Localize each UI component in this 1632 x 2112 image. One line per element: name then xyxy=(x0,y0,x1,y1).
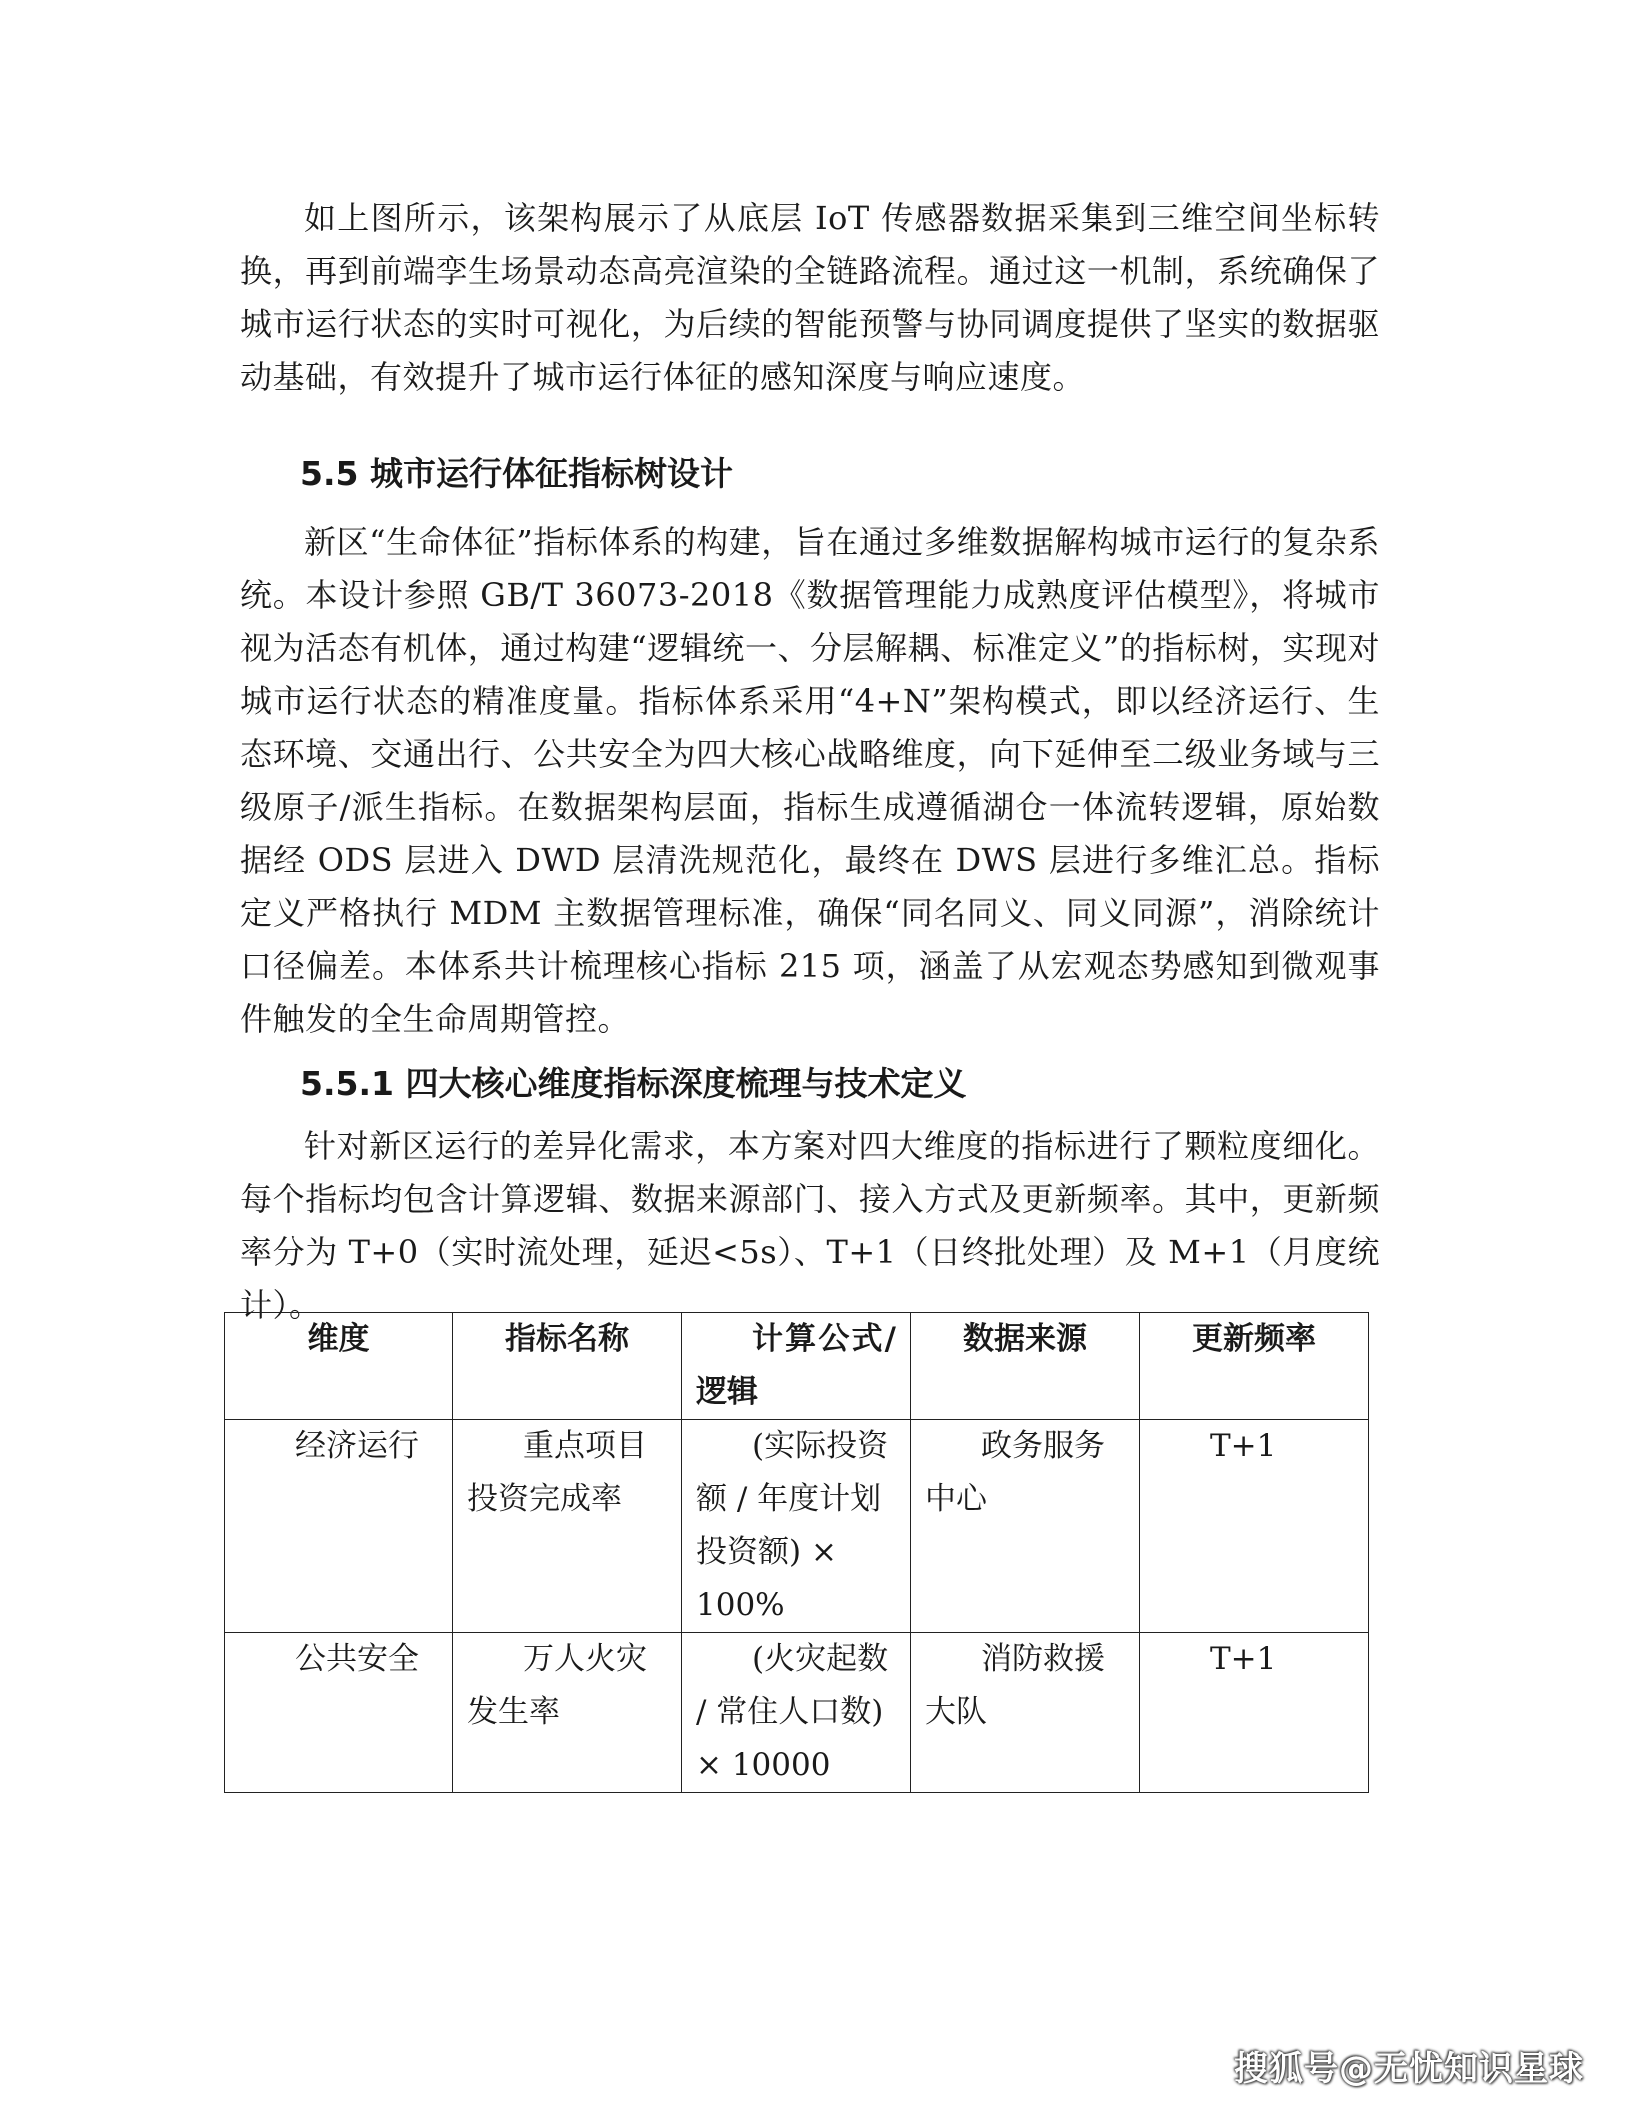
cell-indicator-name: 万人火灾发生率 xyxy=(453,1633,682,1793)
subsection-heading: 5.5.1 四大核心维度指标深度梳理与技术定义 xyxy=(300,1064,967,1103)
table-row xyxy=(225,1420,1369,1633)
section-body-paragraph: 新区“生命体征”指标体系的构建，旨在通过多维数据解构城市运行的复杂系统。本设计参照 GB/T 36073-2018《数据管理能力成熟度评估模型》，将城市视为活态有机体，通过构建“逻辑统一、分层解耦、标准定义”的指标树，实现对城市运行状态的精准度量。指标体系采用“4+N”架构模式，即以经济运行、生态环境、交通出行、公共安全为四大核心战略维度，向下延伸至二级业务域与三级原子/派生指标。在数据架构层面，指标生成遵循湖仓一体流转逻辑，原始数据经 ODS 层进入 DWD 层清洗规范化，最终在 DWS 层进行多维汇总。指标定义严格执行 MDM 主数据管理标准，确保“同名同义、同义同源”，消除统计口径偏差。本体系共计梳理核心指标 215 项，涵盖了从宏观态势感知到微观事件触发的全生命周期管控。 xyxy=(240,523,1380,1038)
source-watermark: 搜狐号@无忧知识星球 xyxy=(1234,2049,1584,2089)
cell-dimension: 经济运行 xyxy=(225,1420,453,1633)
cell-update-frequency: T+1 xyxy=(1140,1420,1369,1633)
cell-formula: (火灾起数 / 常住人口数) × 10000 xyxy=(682,1633,911,1793)
cell-data-source: 消防救援大队 xyxy=(911,1633,1140,1793)
indicator-table xyxy=(224,1312,1369,1793)
cell-update-frequency: T+1 xyxy=(1140,1633,1369,1793)
cell-formula: (实际投资额 / 年度计划投资额) × 100% xyxy=(682,1420,911,1633)
cell-indicator-name: 重点项目投资完成率 xyxy=(453,1420,682,1633)
subsection-body-paragraph: 针对新区运行的差异化需求，本方案对四大维度的指标进行了颗粒度细化。每个指标均包含计算逻辑、数据来源部门、接入方式及更新频率。其中，更新频率分为 T+0（实时流处理，延迟<5s）、T+1（日终批处理）及 M+1（月度统计）。 xyxy=(240,1127,1380,1324)
header-indicator-name: 指标名称 xyxy=(453,1313,682,1420)
table-row xyxy=(225,1633,1369,1793)
header-dimension: 维度 xyxy=(225,1313,453,1420)
cell-dimension: 公共安全 xyxy=(225,1633,453,1793)
intro-paragraph: 如上图所示，该架构展示了从底层 IoT 传感器数据采集到三维空间坐标转换，再到前端孪生场景动态高亮渲染的全链路流程。通过这一机制，系统确保了城市运行状态的实时可视化，为后续的智能预警与协同调度提供了坚实的数据驱动基础，有效提升了城市运行体征的感知深度与响应速度。 xyxy=(240,199,1380,396)
document-page xyxy=(240,192,1380,1332)
header-data-source: 数据来源 xyxy=(911,1313,1140,1420)
table-header-row xyxy=(225,1313,1369,1420)
header-update-frequency: 更新频率 xyxy=(1140,1313,1369,1420)
header-formula: 计算公式/逻辑 xyxy=(682,1313,911,1420)
cell-data-source: 政务服务中心 xyxy=(911,1420,1140,1633)
section-heading: 5.5 城市运行体征指标树设计 xyxy=(300,454,733,493)
